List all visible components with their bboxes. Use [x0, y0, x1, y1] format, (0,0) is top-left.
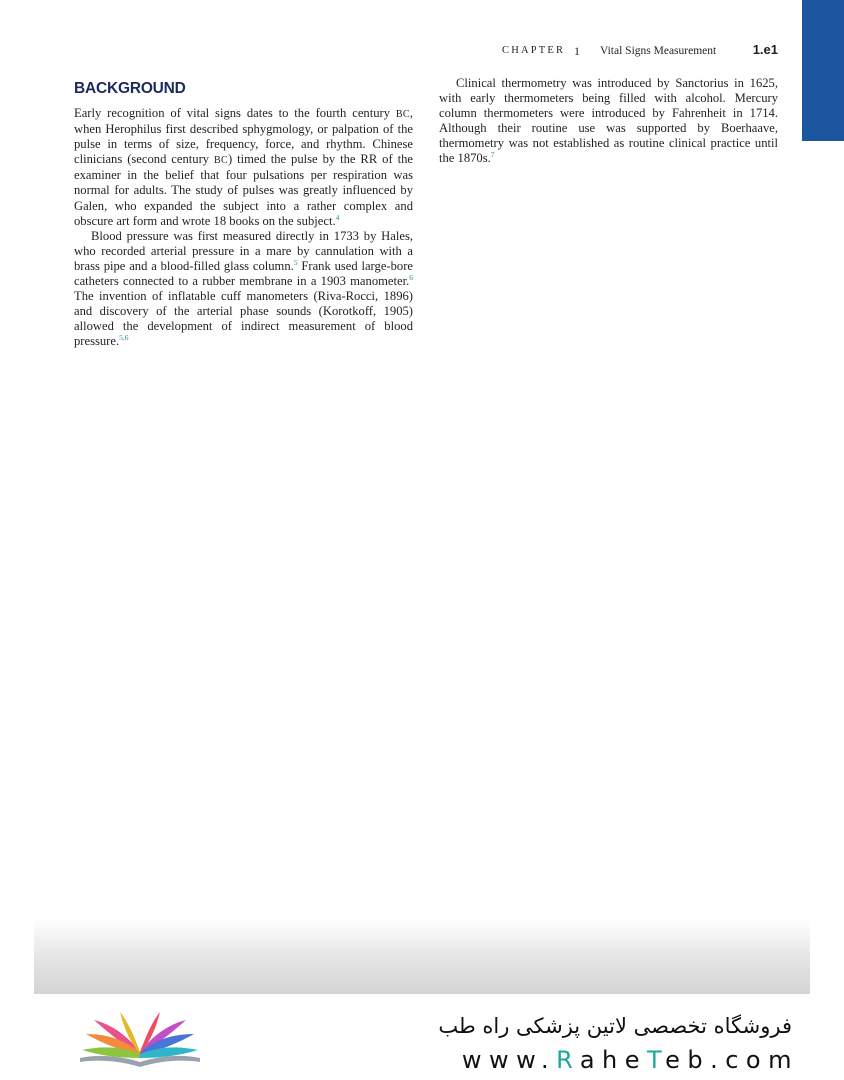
- p1-text-b: , when Herophilus first described sphygmology, or palpation of the pulse in terms of size, frequency, force, and rhythm. Chinese clinicians (second century: [74, 106, 413, 167]
- chapter-side-tab: [802, 0, 844, 141]
- p1-text-a: Early recognition of vital signs dates to the fourth century: [74, 106, 396, 120]
- page-bottom-shadow: [34, 918, 810, 994]
- p2-text-a: Blood pressure was first measured directly in 1733 by Hales, who recorded arterial pressure in a mare by cannulation with a brass pipe and a blood-filled glass column.: [74, 228, 413, 273]
- url-suffix: .com: [710, 1046, 799, 1074]
- page-number: 1.e1: [752, 42, 778, 57]
- p2-text-c: The invention of inflatable cuff manometers (Riva-Rocci, 1896) and discovery of the arterial phase sounds (Korotkoff, 1905) allowed the development of indirect measurement of blood pressure.: [74, 289, 413, 349]
- url-letter-t: T: [647, 1046, 666, 1074]
- url-eb: eb: [665, 1046, 711, 1074]
- p1-bc-2: BC: [214, 155, 228, 167]
- paragraph-blood-pressure: [74, 229, 413, 350]
- url-ahe: ahe: [579, 1046, 648, 1074]
- store-name: فروشگاه تخصصی لاتین پزشکی راه طب: [438, 1014, 792, 1038]
- paragraph-vital-signs-history: [74, 106, 413, 229]
- p2-text-b: Frank used large-bore catheters connected to a rubber membrane in a 1903 manometer.: [74, 258, 413, 289]
- citation-5-6[interactable]: 5,6: [119, 333, 129, 343]
- store-url[interactable]: [438, 1044, 799, 1076]
- open-book-rainbow-icon: [76, 1004, 204, 1072]
- chapter-label: CHAPTER: [502, 45, 566, 56]
- watermark-footer: [0, 994, 844, 1080]
- citation-6[interactable]: 6: [409, 272, 413, 282]
- paragraph-thermometry: [439, 76, 778, 167]
- chapter-title: Vital Signs Measurement: [600, 45, 717, 57]
- p3-text-a: Clinical thermometry was introduced by Sanctorius in 1625, with early thermometers being filled with alcohol. Mercury column thermometers were introduced by Fahrenheit in 1714. Although their routine use was supported by Boerhaave, thermometry was not established as routine clinical practice until the 1870s.: [439, 76, 778, 166]
- url-letter-r: R: [556, 1046, 580, 1074]
- citation-7[interactable]: 7: [490, 150, 495, 160]
- p1-text-c: ) timed the pulse by the RR of the examiner in the belief that four pulsations per respiration was normal for adults. The study of pulses was greatly influenced by Galen, who expanded the subject into a rather complex and obscure art form and wrote 18 books on the subject.: [74, 152, 413, 228]
- left-column: [74, 76, 413, 350]
- running-head: [440, 43, 778, 59]
- watermark-text: [438, 1012, 799, 1076]
- citation-5[interactable]: 5: [293, 257, 298, 267]
- p1-bc-1: BC: [395, 109, 410, 120]
- right-column: [439, 76, 778, 167]
- url-prefix: www.: [461, 1046, 557, 1074]
- citation-4[interactable]: 4: [335, 212, 340, 222]
- chapter-number: 1: [574, 44, 580, 58]
- section-heading: BACKGROUND: [74, 80, 186, 97]
